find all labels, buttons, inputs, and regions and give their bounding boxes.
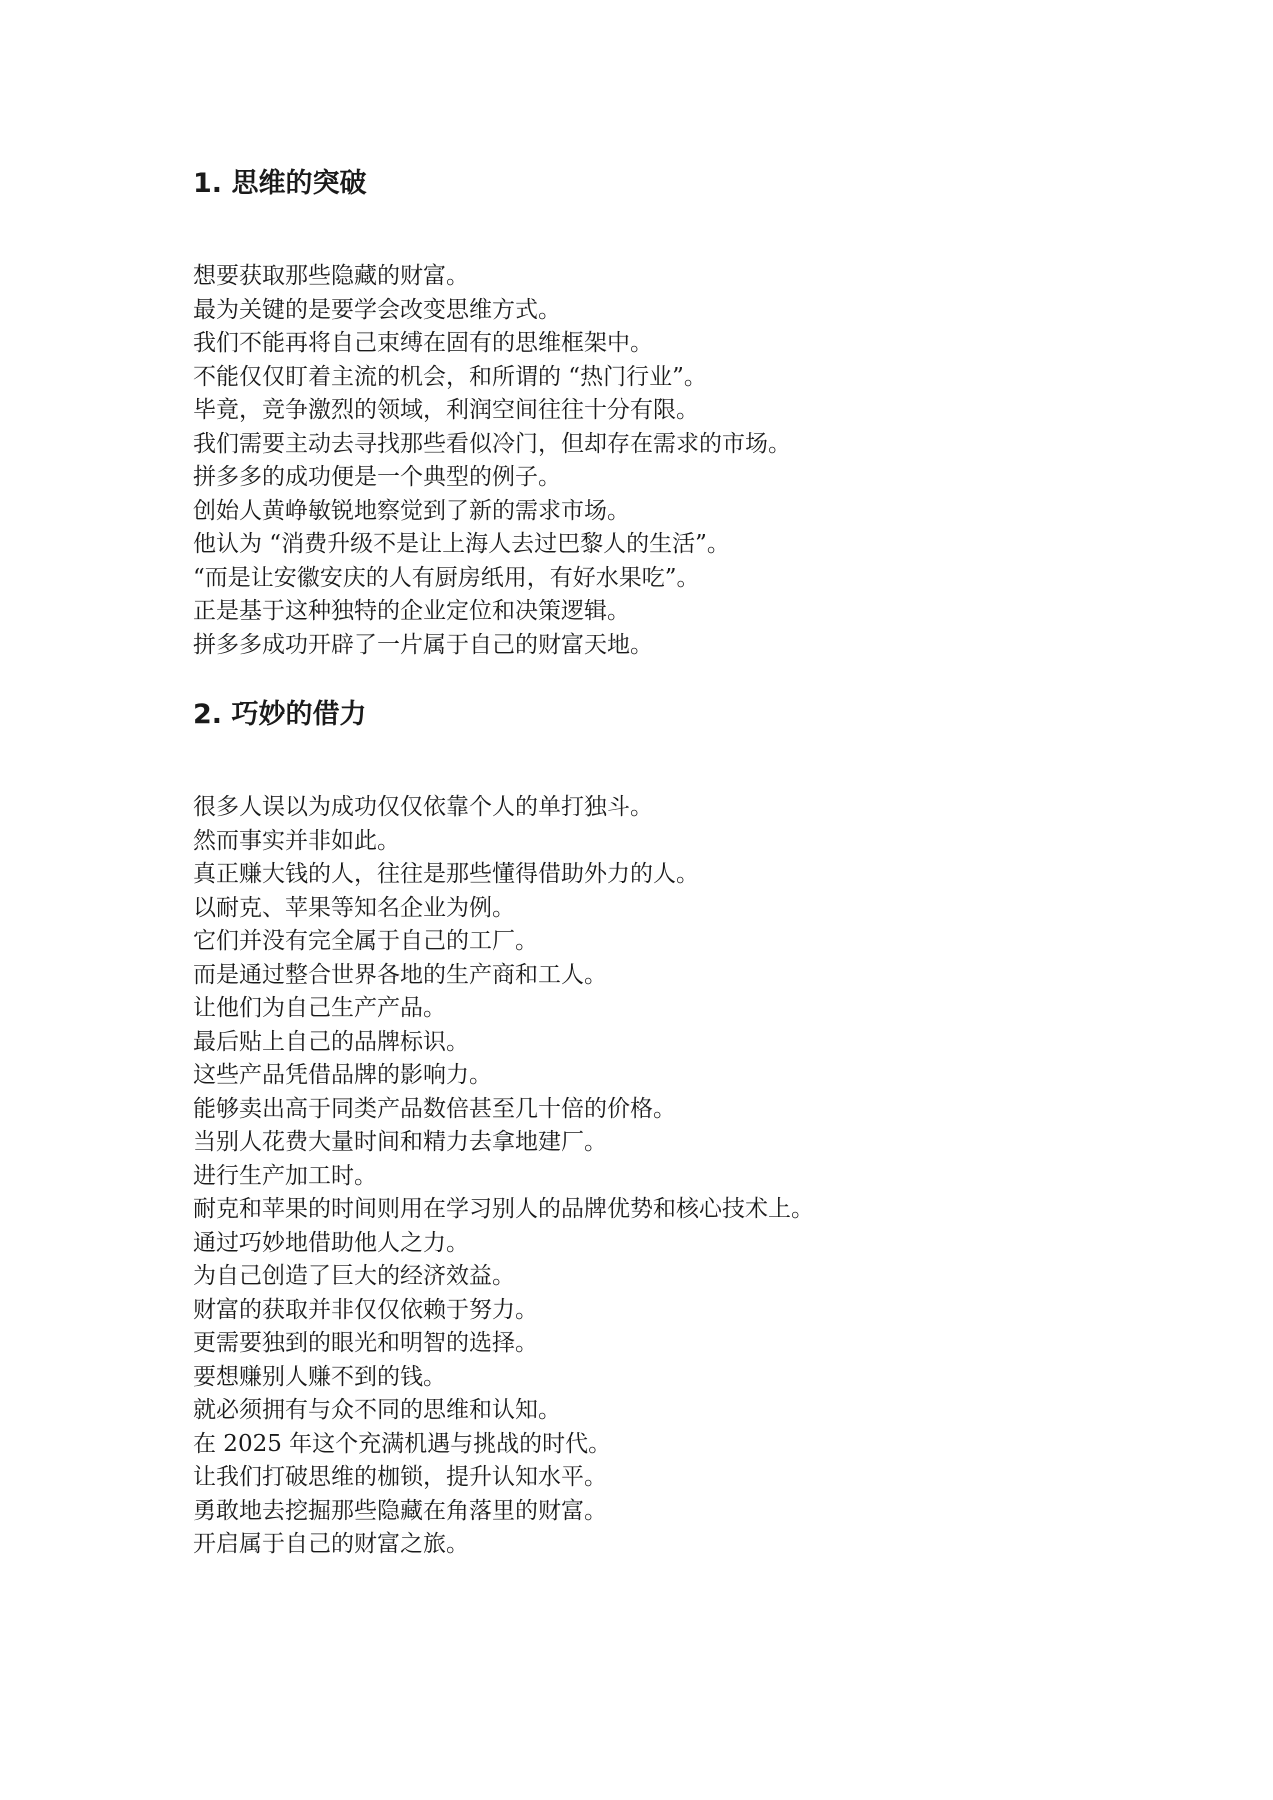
text-line: 在 2025 年这个充满机遇与挑战的时代。 <box>193 1430 612 1457</box>
text-line: 就必须拥有与众不同的思维和认知。 <box>193 1397 561 1423</box>
text-line: 当别人花费大量时间和精力去拿地建厂。 <box>193 1129 607 1155</box>
text-line: 很多人误以为成功仅仅依靠个人的单打独斗。 <box>193 794 653 820</box>
text-line: 真正赚大钱的人，往往是那些懂得借助外力的人。 <box>193 861 699 887</box>
text-line: 它们并没有完全属于自己的工厂。 <box>193 928 538 954</box>
text-line: 勇敢地去挖掘那些隐藏在角落里的财富。 <box>193 1497 607 1524</box>
text-line: “而是让安徽安庆的人有厨房纸用，有好水果吃”。 <box>193 564 700 591</box>
text-line: 进行生产加工时。 <box>193 1162 377 1189</box>
text-line: 让我们打破思维的枷锁，提升认知水平。 <box>193 1464 607 1490</box>
text-line: 这些产品凭借品牌的影响力。 <box>193 1062 492 1088</box>
section-clever-leverage <box>193 697 1073 1562</box>
text-line: 更需要独到的眼光和明智的选择。 <box>193 1330 538 1356</box>
text-line: 毕竟，竞争激烈的领域，利润空间往往十分有限。 <box>193 397 699 423</box>
text-line: 以耐克、苹果等知名企业为例。 <box>193 894 515 921</box>
section-thinking-breakthrough <box>193 166 1073 662</box>
text-line: 要想赚别人赚不到的钱。 <box>193 1363 446 1390</box>
text-line: 他认为 “消费升级不是让上海人去过巴黎人的生活”。 <box>193 531 730 557</box>
text-line: 我们需要主动去寻找那些看似冷门，但却存在需求的市场。 <box>193 430 791 457</box>
text-line: 不能仅仅盯着主流的机会，和所谓的 “热门行业”。 <box>193 363 707 390</box>
text-line: 耐克和苹果的时间则用在学习别人的品牌优势和核心技术上。 <box>193 1196 814 1222</box>
section-heading: 1. 思维的突破 <box>193 168 367 199</box>
text-line: 开启属于自己的财富之旅。 <box>193 1531 469 1557</box>
text-line: 最为关键的是要学会改变思维方式。 <box>193 296 561 323</box>
text-line: 而是通过整合世界各地的生产商和工人。 <box>193 961 607 988</box>
text-line: 让他们为自己生产产品。 <box>193 995 446 1021</box>
text-line: 想要获取那些隐藏的财富。 <box>193 263 469 289</box>
text-line: 能够卖出高于同类产品数倍甚至几十倍的价格。 <box>193 1095 676 1122</box>
paragraph-lines <box>193 791 1073 1562</box>
text-line: 创始人黄峥敏锐地察觉到了新的需求市场。 <box>193 497 630 524</box>
paragraph-lines <box>193 260 1073 662</box>
text-line: 正是基于这种独特的企业定位和决策逻辑。 <box>193 598 630 624</box>
text-line: 为自己创造了巨大的经济效益。 <box>193 1263 515 1289</box>
text-line: 通过巧妙地借助他人之力。 <box>193 1229 469 1256</box>
text-line: 拼多多的成功便是一个典型的例子。 <box>193 464 561 490</box>
text-line: 财富的获取并非仅仅依赖于努力。 <box>193 1296 538 1323</box>
text-line: 我们不能再将自己束缚在固有的思维框架中。 <box>193 330 653 356</box>
text-line: 最后贴上自己的品牌标识。 <box>193 1028 469 1055</box>
text-line: 拼多多成功开辟了一片属于自己的财富天地。 <box>193 631 653 658</box>
section-heading: 2. 巧妙的借力 <box>193 699 367 730</box>
text-line: 然而事实并非如此。 <box>193 827 400 854</box>
